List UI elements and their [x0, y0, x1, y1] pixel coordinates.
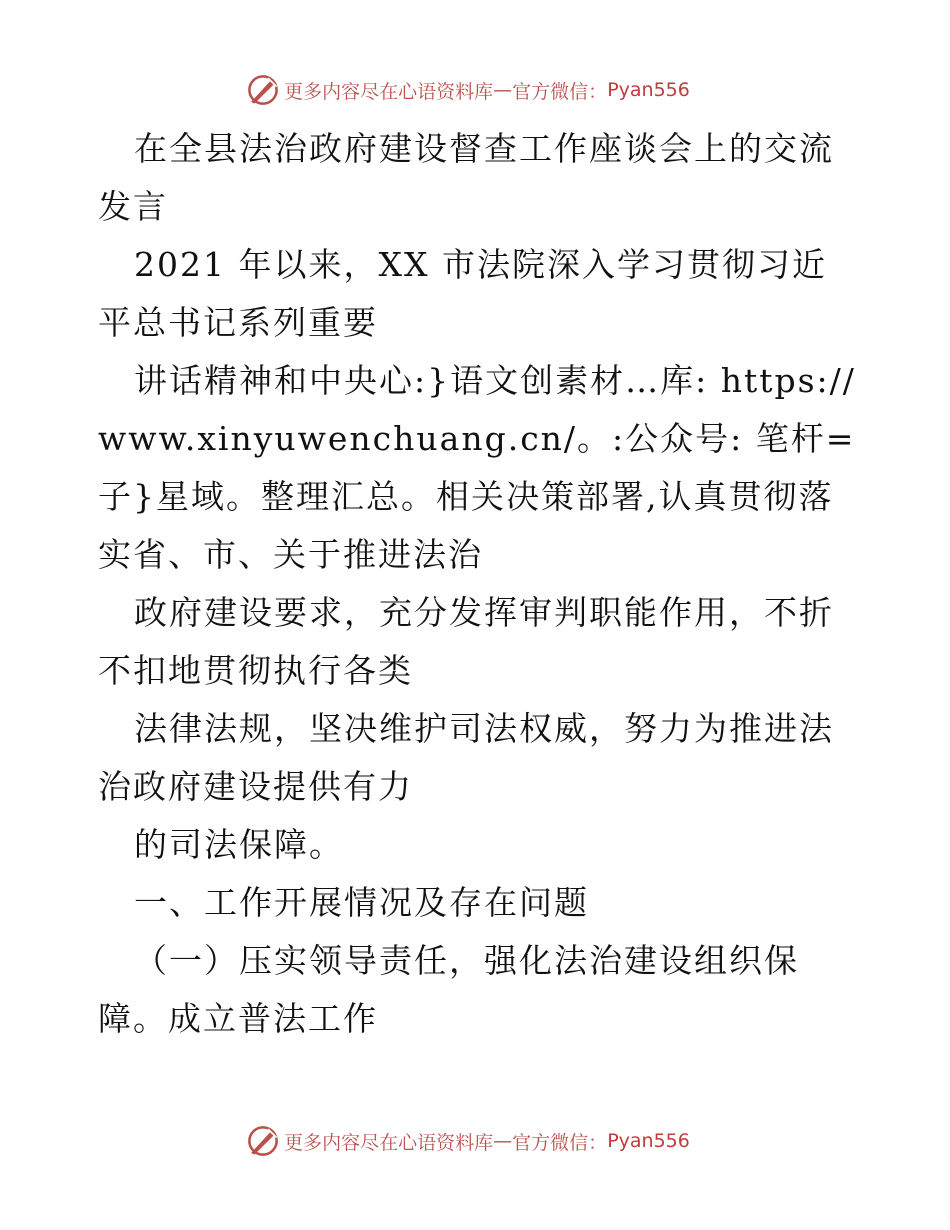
watermark-wechat-id: Pyan556	[607, 1130, 690, 1152]
paragraph: 的司法保障。	[134, 825, 344, 864]
watermark-separator: —	[493, 1130, 513, 1152]
document-title: 在全县法治政府建设督查工作座谈会上的交流发言	[98, 129, 834, 226]
watermark-wechat-id: Pyan556	[607, 79, 690, 101]
watermark-separator: —	[493, 79, 513, 101]
paragraph: 讲话精神和中央心:}语文创素材…库: https://www.xinyuwenchuang.cn/。:公众号: 笔杆=子}星域。整理汇总。相关决策部署,认真贯彻落实省、市、关于推进法治	[98, 361, 856, 574]
paragraph: 法律法规，坚决维护司法权威，努力为推进法治政府建设提供有力	[98, 709, 834, 806]
header-watermark	[0, 70, 950, 110]
pen-logo-icon	[246, 1124, 280, 1158]
watermark-contact-text: 官方微信：	[512, 1131, 608, 1154]
subsection-heading: （一）压实领导责任，强化法治建设组织保障。成立普法工作	[98, 941, 799, 1038]
paragraph: 2021 年以来，XX 市法院深入学习贯彻习近平总书记系列重要	[98, 245, 827, 342]
watermark-site-text: 更多内容尽在心语资料库	[284, 1131, 494, 1154]
watermark-site-text: 更多内容尽在心语资料库	[284, 80, 494, 103]
footer-watermark	[0, 1121, 950, 1161]
paragraph: 政府建设要求，充分发挥审判职能作用，不折不扣地贯彻执行各类	[98, 593, 834, 690]
document-body	[98, 120, 858, 1048]
section-heading: 一、工作开展情况及存在问题	[134, 883, 589, 922]
watermark-contact-text: 官方微信：	[512, 80, 608, 103]
pen-logo-icon	[246, 73, 280, 107]
